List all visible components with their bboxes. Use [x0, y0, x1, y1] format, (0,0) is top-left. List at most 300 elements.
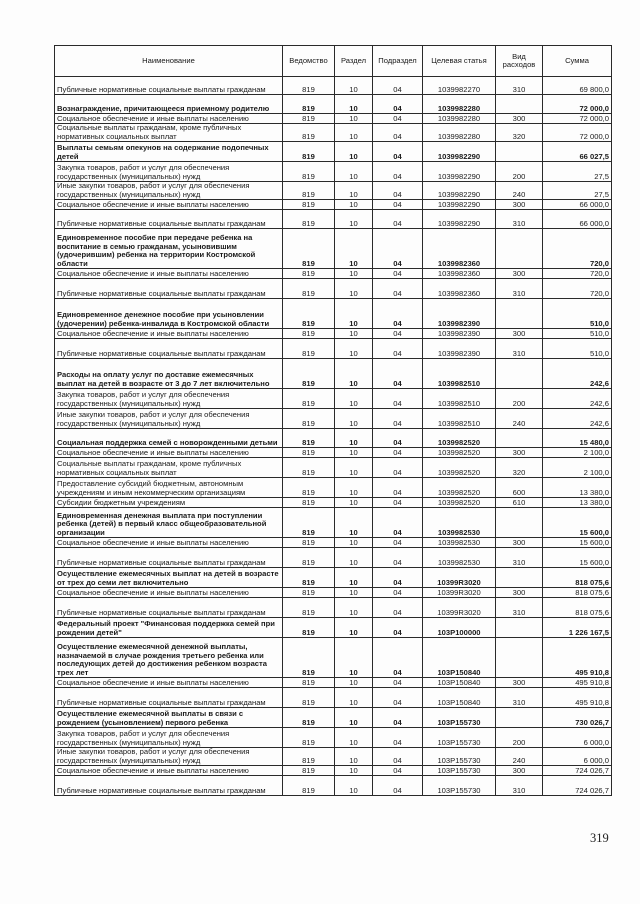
cell-subsection: 04 [373, 598, 423, 618]
table-row [55, 448, 612, 458]
cell-subsection: 04 [373, 389, 423, 409]
cell-name: Иные закупки товаров, работ и услуг для обеспечения государственных (муниципальных) нужд [55, 182, 283, 200]
cell-dept: 819 [283, 389, 335, 409]
cell-name: Публичные нормативные социальные выплаты гражданам [55, 776, 283, 796]
cell-section: 10 [335, 538, 373, 548]
cell-exptype: 300 [496, 329, 543, 339]
cell-sum: 27,5 [543, 162, 612, 182]
cell-name: Публичные нормативные социальные выплаты гражданам [55, 548, 283, 568]
table-row [55, 508, 612, 538]
cell-sum: 495 910,8 [543, 678, 612, 688]
cell-sum: 69 800,0 [543, 77, 612, 95]
cell-subsection: 04 [373, 508, 423, 538]
table-row [55, 588, 612, 598]
cell-exptype: 240 [496, 182, 543, 200]
cell-exptype: 240 [496, 409, 543, 429]
cell-exptype: 310 [496, 548, 543, 568]
cell-dept: 819 [283, 688, 335, 708]
cell-section: 10 [335, 748, 373, 766]
cell-dept: 819 [283, 269, 335, 279]
table-row [55, 728, 612, 748]
cell-dept: 819 [283, 142, 335, 162]
cell-section: 10 [335, 142, 373, 162]
cell-exptype: 310 [496, 77, 543, 95]
cell-name: Иные закупки товаров, работ и услуг для обеспечения государственных (муниципальных) нужд [55, 748, 283, 766]
table-row [55, 359, 612, 389]
cell-sum: 6 000,0 [543, 748, 612, 766]
cell-subsection: 04 [373, 329, 423, 339]
cell-sum: 6 000,0 [543, 728, 612, 748]
table-row [55, 638, 612, 678]
cell-sum: 242,6 [543, 389, 612, 409]
cell-section: 10 [335, 618, 373, 638]
cell-subsection: 04 [373, 776, 423, 796]
cell-section: 10 [335, 329, 373, 339]
cell-dept: 819 [283, 77, 335, 95]
cell-name: Вознаграждение, причитающееся приемному родителю [55, 95, 283, 114]
table-row [55, 618, 612, 638]
cell-sum: 72 000,0 [543, 114, 612, 124]
table-row [55, 229, 612, 269]
cell-dept: 819 [283, 598, 335, 618]
cell-exptype [496, 229, 543, 269]
table-row [55, 389, 612, 409]
cell-exptype: 310 [496, 688, 543, 708]
cell-name: Социальное обеспечение и иные выплаты населению [55, 200, 283, 210]
cell-sum: 510,0 [543, 299, 612, 329]
header-sum: Сумма [543, 46, 612, 77]
cell-name: Социальное обеспечение и иные выплаты населению [55, 538, 283, 548]
cell-sum: 495 910,8 [543, 688, 612, 708]
cell-subsection: 04 [373, 182, 423, 200]
cell-dept: 819 [283, 409, 335, 429]
header-subsection: Подраздел [373, 46, 423, 77]
cell-name: Закупка товаров, работ и услуг для обеспечения государственных (муниципальных) нужд [55, 162, 283, 182]
cell-exptype: 300 [496, 200, 543, 210]
cell-name: Предоставление субсидий бюджетным, автономным учреждениям и иным некоммерческим организациям [55, 478, 283, 498]
table-row [55, 429, 612, 448]
budget-table [54, 45, 612, 796]
cell-subsection: 04 [373, 200, 423, 210]
cell-target: 1039982530 [423, 548, 496, 568]
table-row [55, 269, 612, 279]
cell-section: 10 [335, 598, 373, 618]
cell-dept: 819 [283, 548, 335, 568]
cell-subsection: 04 [373, 766, 423, 776]
cell-target: 103P155730 [423, 748, 496, 766]
cell-subsection: 04 [373, 458, 423, 478]
table-row [55, 114, 612, 124]
cell-section: 10 [335, 210, 373, 229]
cell-name: Выплаты семьям опекунов на содержание подопечных детей [55, 142, 283, 162]
cell-sum: 15 600,0 [543, 548, 612, 568]
cell-target: 1039982520 [423, 429, 496, 448]
cell-exptype [496, 638, 543, 678]
cell-target: 1039982510 [423, 389, 496, 409]
table-row [55, 776, 612, 796]
cell-sum: 13 380,0 [543, 498, 612, 508]
cell-subsection: 04 [373, 142, 423, 162]
cell-subsection: 04 [373, 478, 423, 498]
cell-name: Осуществление ежемесячной выплаты в связи с рождением (усыновлением) первого ребенка [55, 708, 283, 728]
cell-exptype [496, 708, 543, 728]
table-row [55, 329, 612, 339]
table-row [55, 548, 612, 568]
table-row [55, 766, 612, 776]
cell-dept: 819 [283, 95, 335, 114]
table-row [55, 182, 612, 200]
cell-exptype: 300 [496, 766, 543, 776]
cell-section: 10 [335, 638, 373, 678]
cell-subsection: 04 [373, 618, 423, 638]
table-header-row [55, 46, 612, 77]
cell-name: Публичные нормативные социальные выплаты гражданам [55, 688, 283, 708]
cell-subsection: 04 [373, 95, 423, 114]
cell-sum: 15 480,0 [543, 429, 612, 448]
header-section: Раздел [335, 46, 373, 77]
cell-name: Осуществление ежемесячных выплат на детей в возрасте от трех до семи лет включительно [55, 568, 283, 588]
cell-section: 10 [335, 568, 373, 588]
cell-sum: 242,6 [543, 359, 612, 389]
cell-dept: 819 [283, 498, 335, 508]
cell-section: 10 [335, 269, 373, 279]
cell-target: 1039982290 [423, 142, 496, 162]
cell-sum: 724 026,7 [543, 766, 612, 776]
cell-name: Публичные нормативные социальные выплаты гражданам [55, 77, 283, 95]
cell-target: 1039982360 [423, 229, 496, 269]
cell-section: 10 [335, 508, 373, 538]
cell-target: 103P100000 [423, 618, 496, 638]
cell-section: 10 [335, 200, 373, 210]
cell-subsection: 04 [373, 409, 423, 429]
cell-subsection: 04 [373, 568, 423, 588]
cell-exptype: 300 [496, 678, 543, 688]
cell-section: 10 [335, 389, 373, 409]
cell-dept: 819 [283, 776, 335, 796]
cell-dept: 819 [283, 448, 335, 458]
cell-target: 103P155730 [423, 766, 496, 776]
cell-target: 1039982290 [423, 210, 496, 229]
cell-sum: 27,5 [543, 182, 612, 200]
cell-subsection: 04 [373, 588, 423, 598]
cell-sum: 15 600,0 [543, 508, 612, 538]
cell-sum: 495 910,8 [543, 638, 612, 678]
cell-dept: 819 [283, 124, 335, 142]
cell-name: Социальное обеспечение и иные выплаты населению [55, 269, 283, 279]
cell-target: 1039982520 [423, 498, 496, 508]
cell-subsection: 04 [373, 124, 423, 142]
cell-subsection: 04 [373, 678, 423, 688]
table-row [55, 339, 612, 359]
cell-section: 10 [335, 279, 373, 299]
cell-section: 10 [335, 162, 373, 182]
cell-section: 10 [335, 678, 373, 688]
cell-subsection: 04 [373, 728, 423, 748]
header-name: Наименование [55, 46, 283, 77]
table-row [55, 162, 612, 182]
cell-subsection: 04 [373, 269, 423, 279]
cell-exptype: 320 [496, 458, 543, 478]
cell-target: 10399R3020 [423, 588, 496, 598]
cell-section: 10 [335, 124, 373, 142]
cell-subsection: 04 [373, 279, 423, 299]
cell-exptype: 310 [496, 598, 543, 618]
cell-sum: 818 075,6 [543, 598, 612, 618]
cell-sum: 818 075,6 [543, 588, 612, 598]
header-target: Целевая статья [423, 46, 496, 77]
cell-name: Единовременное денежное пособие при усыновлении (удочерении) ребенка-инвалида в Костромской области [55, 299, 283, 329]
cell-dept: 819 [283, 708, 335, 728]
cell-section: 10 [335, 588, 373, 598]
table-row [55, 299, 612, 329]
cell-sum: 72 000,0 [543, 95, 612, 114]
cell-subsection: 04 [373, 638, 423, 678]
table-body [55, 77, 612, 796]
cell-section: 10 [335, 708, 373, 728]
cell-target: 103P150840 [423, 638, 496, 678]
cell-exptype [496, 568, 543, 588]
cell-subsection: 04 [373, 339, 423, 359]
cell-name: Публичные нормативные социальные выплаты гражданам [55, 339, 283, 359]
cell-dept: 819 [283, 229, 335, 269]
cell-target: 1039982290 [423, 200, 496, 210]
cell-target: 103P150840 [423, 688, 496, 708]
cell-target: 1039982280 [423, 95, 496, 114]
cell-exptype: 600 [496, 478, 543, 498]
cell-sum: 13 380,0 [543, 478, 612, 498]
cell-exptype: 320 [496, 124, 543, 142]
cell-dept: 819 [283, 339, 335, 359]
cell-name: Социальное обеспечение и иные выплаты населению [55, 678, 283, 688]
cell-name: Расходы на оплату услуг по доставке ежемесячных выплат на детей в возрасте от 3 до 7 лет включительно [55, 359, 283, 389]
cell-dept: 819 [283, 678, 335, 688]
cell-section: 10 [335, 229, 373, 269]
cell-sum: 242,6 [543, 409, 612, 429]
cell-exptype: 200 [496, 162, 543, 182]
cell-name: Социальное обеспечение и иные выплаты населению [55, 766, 283, 776]
cell-target: 1039982520 [423, 448, 496, 458]
cell-dept: 819 [283, 210, 335, 229]
cell-target: 1039982390 [423, 329, 496, 339]
cell-sum: 2 100,0 [543, 458, 612, 478]
cell-subsection: 04 [373, 162, 423, 182]
cell-name: Единовременное пособие при передаче ребенка на воспитание в семью гражданам, усыновившим (удочерившим) ребенка на территории Костромской области [55, 229, 283, 269]
cell-section: 10 [335, 359, 373, 389]
cell-dept: 819 [283, 329, 335, 339]
cell-exptype [496, 508, 543, 538]
cell-section: 10 [335, 458, 373, 478]
cell-sum: 66 027,5 [543, 142, 612, 162]
cell-sum: 1 226 167,5 [543, 618, 612, 638]
cell-section: 10 [335, 182, 373, 200]
table-row [55, 77, 612, 95]
cell-dept: 819 [283, 478, 335, 498]
cell-section: 10 [335, 728, 373, 748]
cell-subsection: 04 [373, 498, 423, 508]
table-row [55, 498, 612, 508]
cell-exptype [496, 618, 543, 638]
cell-subsection: 04 [373, 448, 423, 458]
cell-subsection: 04 [373, 229, 423, 269]
table-row [55, 708, 612, 728]
cell-subsection: 04 [373, 114, 423, 124]
table-row [55, 748, 612, 766]
table-row [55, 458, 612, 478]
cell-name: Социальное обеспечение и иные выплаты населению [55, 114, 283, 124]
cell-dept: 819 [283, 766, 335, 776]
cell-dept: 819 [283, 359, 335, 389]
cell-dept: 819 [283, 458, 335, 478]
cell-sum: 510,0 [543, 329, 612, 339]
cell-subsection: 04 [373, 538, 423, 548]
cell-dept: 819 [283, 508, 335, 538]
cell-dept: 819 [283, 748, 335, 766]
cell-name: Социальное обеспечение и иные выплаты населению [55, 329, 283, 339]
cell-subsection: 04 [373, 748, 423, 766]
cell-exptype [496, 429, 543, 448]
table-row [55, 568, 612, 588]
cell-target: 1039982280 [423, 114, 496, 124]
table-row [55, 200, 612, 210]
cell-target: 1039982360 [423, 279, 496, 299]
cell-sum: 720,0 [543, 229, 612, 269]
cell-exptype: 310 [496, 210, 543, 229]
cell-dept: 819 [283, 728, 335, 748]
cell-name: Единовременная денежная выплата при поступлении ребенка (детей) в первый класс общеобразовательной организации [55, 508, 283, 538]
cell-section: 10 [335, 548, 373, 568]
cell-dept: 819 [283, 618, 335, 638]
cell-sum: 730 026,7 [543, 708, 612, 728]
cell-subsection: 04 [373, 210, 423, 229]
cell-exptype: 240 [496, 748, 543, 766]
cell-target: 1039982510 [423, 409, 496, 429]
cell-subsection: 04 [373, 548, 423, 568]
cell-section: 10 [335, 95, 373, 114]
page-number: 319 [590, 831, 609, 845]
table-row [55, 124, 612, 142]
cell-target: 103P155730 [423, 776, 496, 796]
table-row [55, 210, 612, 229]
cell-target: 1039982390 [423, 299, 496, 329]
cell-exptype: 300 [496, 114, 543, 124]
cell-exptype [496, 359, 543, 389]
cell-name: Публичные нормативные социальные выплаты гражданам [55, 210, 283, 229]
cell-section: 10 [335, 299, 373, 329]
cell-sum: 2 100,0 [543, 448, 612, 458]
cell-dept: 819 [283, 162, 335, 182]
cell-dept: 819 [283, 568, 335, 588]
cell-exptype: 610 [496, 498, 543, 508]
cell-name: Социальные выплаты гражданам, кроме публичных нормативных социальных выплат [55, 124, 283, 142]
cell-name: Публичные нормативные социальные выплаты гражданам [55, 279, 283, 299]
cell-dept: 819 [283, 429, 335, 448]
cell-name: Осуществление ежемесячной денежной выплаты, назначаемой в случае рождения третьего ребенка или последующих детей до достижения ребенком возраста трех лет [55, 638, 283, 678]
cell-section: 10 [335, 429, 373, 448]
cell-exptype: 310 [496, 776, 543, 796]
cell-sum: 720,0 [543, 269, 612, 279]
table-row [55, 142, 612, 162]
cell-section: 10 [335, 77, 373, 95]
cell-exptype: 300 [496, 588, 543, 598]
table-row [55, 478, 612, 498]
cell-name: Социальные выплаты гражданам, кроме публичных нормативных социальных выплат [55, 458, 283, 478]
cell-target: 1039982360 [423, 269, 496, 279]
cell-subsection: 04 [373, 688, 423, 708]
cell-exptype: 200 [496, 728, 543, 748]
cell-target: 1039982520 [423, 478, 496, 498]
cell-exptype: 310 [496, 339, 543, 359]
cell-target: 103P150840 [423, 678, 496, 688]
cell-dept: 819 [283, 299, 335, 329]
header-exptype: Вид расходов [496, 46, 543, 77]
cell-sum: 724 026,7 [543, 776, 612, 796]
cell-target: 1039982270 [423, 77, 496, 95]
cell-exptype: 300 [496, 269, 543, 279]
cell-sum: 66 000,0 [543, 200, 612, 210]
table-row [55, 598, 612, 618]
table-row [55, 279, 612, 299]
cell-subsection: 04 [373, 299, 423, 329]
cell-section: 10 [335, 339, 373, 359]
cell-dept: 819 [283, 638, 335, 678]
cell-target: 10399R3020 [423, 568, 496, 588]
cell-subsection: 04 [373, 77, 423, 95]
table-row [55, 688, 612, 708]
cell-target: 1039982510 [423, 359, 496, 389]
cell-sum: 66 000,0 [543, 210, 612, 229]
cell-name: Закупка товаров, работ и услуг для обеспечения государственных (муниципальных) нужд [55, 728, 283, 748]
cell-target: 1039982530 [423, 508, 496, 538]
table-row [55, 409, 612, 429]
cell-name: Субсидии бюджетным учреждениям [55, 498, 283, 508]
cell-sum: 15 600,0 [543, 538, 612, 548]
cell-section: 10 [335, 478, 373, 498]
cell-dept: 819 [283, 588, 335, 598]
cell-target: 103P155730 [423, 708, 496, 728]
cell-name: Закупка товаров, работ и услуг для обеспечения государственных (муниципальных) нужд [55, 389, 283, 409]
cell-exptype: 310 [496, 279, 543, 299]
cell-dept: 819 [283, 182, 335, 200]
cell-exptype: 300 [496, 448, 543, 458]
cell-sum: 720,0 [543, 279, 612, 299]
cell-target: 10399R3020 [423, 598, 496, 618]
cell-target: 1039982290 [423, 182, 496, 200]
cell-sum: 72 000,0 [543, 124, 612, 142]
cell-name: Федеральный проект "Финансовая поддержка семей при рождении детей" [55, 618, 283, 638]
cell-exptype [496, 142, 543, 162]
cell-name: Иные закупки товаров, работ и услуг для обеспечения государственных (муниципальных) нужд [55, 409, 283, 429]
table-row [55, 95, 612, 114]
cell-section: 10 [335, 409, 373, 429]
cell-sum: 510,0 [543, 339, 612, 359]
cell-exptype: 200 [496, 389, 543, 409]
cell-exptype [496, 95, 543, 114]
table-row [55, 538, 612, 548]
cell-section: 10 [335, 448, 373, 458]
header-dept: Ведомство [283, 46, 335, 77]
cell-target: 1039982290 [423, 162, 496, 182]
cell-target: 1039982280 [423, 124, 496, 142]
cell-subsection: 04 [373, 708, 423, 728]
cell-sum: 818 075,6 [543, 568, 612, 588]
cell-section: 10 [335, 688, 373, 708]
cell-dept: 819 [283, 538, 335, 548]
cell-dept: 819 [283, 200, 335, 210]
cell-target: 103P155730 [423, 728, 496, 748]
cell-dept: 819 [283, 279, 335, 299]
cell-section: 10 [335, 766, 373, 776]
cell-subsection: 04 [373, 359, 423, 389]
